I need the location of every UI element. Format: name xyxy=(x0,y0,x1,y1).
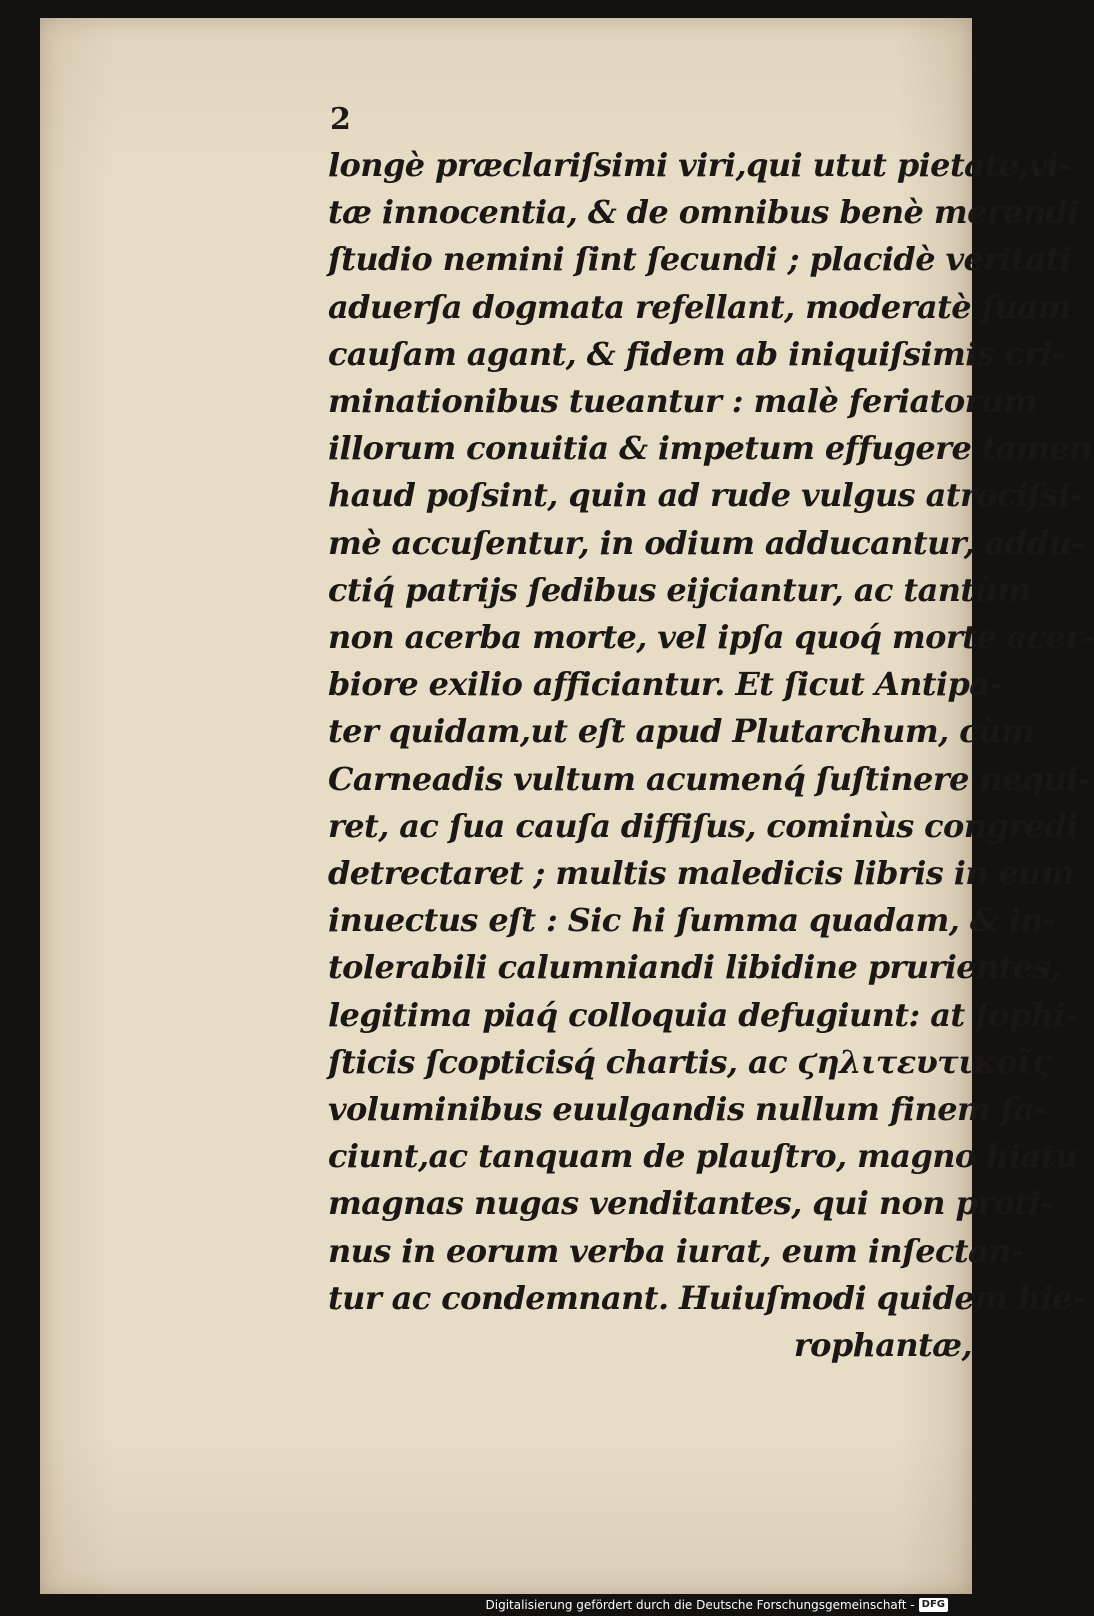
text-line: ter quidam,ut eſt apud Plutarchum, cùm xyxy=(328,712,1034,751)
text-line: tæ innocentia, & de omnibus benè merendi xyxy=(328,193,1079,232)
text-line: ſtudio nemini ſint ſecundi ; placidè veritati xyxy=(328,240,1072,279)
catchword: rophantæ, xyxy=(793,1326,972,1365)
text-line: haud poſsint, quin ad rude vulgus atrociſsi- xyxy=(328,476,1083,515)
text-block xyxy=(328,142,1094,1369)
text-line: illorum conuitia & impetum effugere tamen xyxy=(328,429,1092,468)
text-line: detrectaret ; multis maledicis libris in eum xyxy=(328,854,1075,893)
text-line: non acerba morte, vel ipſa quoq́ morte acer- xyxy=(328,618,1094,657)
digitization-credit xyxy=(486,1598,949,1612)
credit-text: Digitalisierung gefördert durch die Deutsche Forschungsgemeinschaft - xyxy=(485,1598,915,1612)
text-line: cauſam agant, & fidem ab iniquiſsimis cri- xyxy=(328,334,1065,373)
text-line: ſticis ſcopticisq́ chartis, ac ϛηλιτευτικοῖς xyxy=(328,1042,1051,1081)
text-line: voluminibus euulgandis nullum finem fa- xyxy=(328,1090,1047,1129)
dfg-logo-icon: DFG xyxy=(919,1598,948,1612)
text-line: nus in eorum verba iurat, eum inſectan- xyxy=(328,1231,1024,1270)
text-line: tur ac condemnant. Huiuſmodi quidem hie- xyxy=(328,1278,1085,1317)
text-line: biore exilio afficiantur. Et ſicut Antipa- xyxy=(328,665,1003,704)
text-line: ret, ac ſua cauſa diffiſus, cominùs congredi xyxy=(328,806,1078,845)
text-line: tolerabili calumniandi libidine prurientes, xyxy=(328,948,1061,987)
page-number: 2 xyxy=(330,102,351,137)
text-line: minationibus tueantur : malè feriatorum xyxy=(328,382,1037,421)
text-line: mè accuſentur, in odium adducantur, addu- xyxy=(328,523,1084,562)
text-line: magnas nugas venditantes, qui non proti- xyxy=(328,1184,1053,1223)
text-line: inuectus eſt : Sic hi ſumma quadam, & in- xyxy=(328,901,1056,940)
text-line: ctiq́ patrijs ſedibus eijciantur, ac tantùm xyxy=(328,570,1031,609)
text-line: aduerſa dogmata refellant, moderatè ſuam xyxy=(328,287,1071,326)
text-line: longè præclariſsimi viri,qui utut pietate,vi- xyxy=(328,146,1071,184)
text-line: Carneadis vultum acumenq́ ſuſtinere nequi- xyxy=(328,759,1091,798)
book-page xyxy=(40,18,1094,1594)
text-line: legitima piaq́ colloquia defugiunt: at ſophi- xyxy=(328,995,1078,1034)
text-line: ciunt,ac tanquam de plauſtro, magno hiatu xyxy=(328,1137,1078,1176)
